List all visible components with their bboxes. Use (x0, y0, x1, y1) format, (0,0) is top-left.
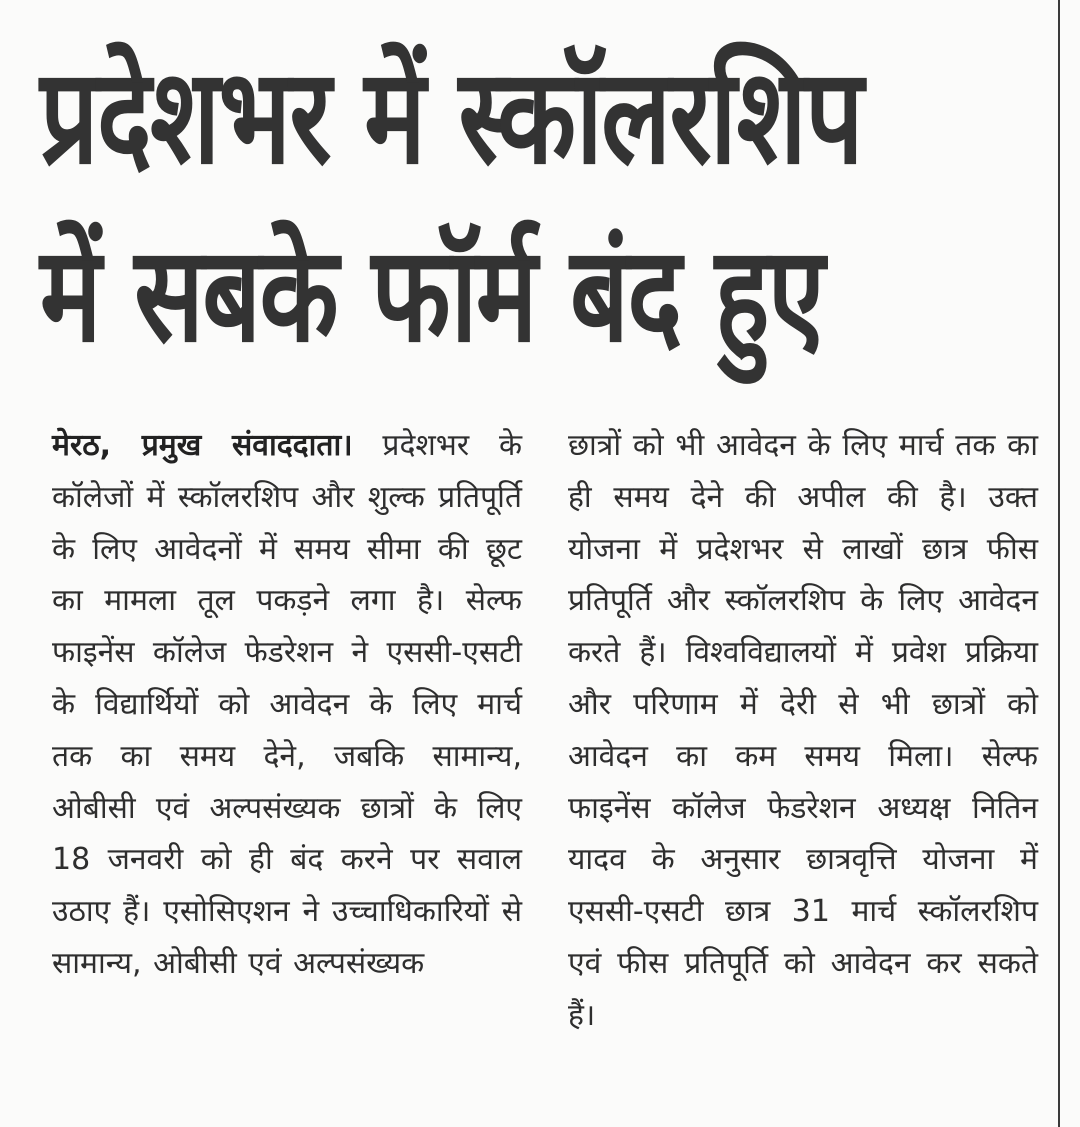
column-right-text: छात्रों को भी आवेदन के लिए मार्च तक का ही समय देने की अपील की है। उक्त योजना में प्रदेशभर से लाखों छात्र फीस प्रतिपूर्ति और स्कॉलरशिप के लिए आवेदन करते हैं। विश्वविद्यालयों में प्रवेश प्रक्रिया और परिणाम में देरी से भी छात्रों को आवेदन का कम समय मिला। सेल्फ फाइनेंस कॉलेज फेडरेशन अध्यक्ष नितिन यादव के अनुसार छात्रवृत्ति योजना में एससी-एसटी छात्र 31 मार्च स्कॉलरशिप एवं फीस प्रतिपूर्ति को आवेदन कर सकते हैं। (568, 428, 1038, 1033)
article-column-right (568, 420, 1038, 1042)
headline (40, 28, 863, 384)
dateline: मेरठ, प्रमुख संवाददाता। (52, 428, 353, 463)
article-column-left (52, 420, 522, 990)
column-left-text: प्रदेशभर के कॉलेजों में स्कॉलरशिप और शुल्क प्रतिपूर्ति के लिए आवेदनों में समय सीमा की छूट का मामला तूल पकड़ने लगा है। सेल्फ फाइनेंस कॉलेज फेडरेशन ने एससी-एसटी के विद्यार्थियों को आवेदन के लिए मार्च तक का समय देने, जबकि सामान्य, ओबीसी एवं अल्पसंख्यक छात्रों के लिए 18 जनवरी को ही बंद करने पर सवाल उठाए हैं। एसोसिएशन ने उच्चाधिकारियों से सामान्य, ओबीसी एवं अल्पसंख्यक (52, 428, 523, 981)
headline-line-2: में सबके फॉर्म बंद हुए (40, 218, 824, 372)
column-rule (1058, 0, 1060, 1127)
headline-line-1: प्रदेशभर में स्कॉलरशिप (40, 40, 863, 194)
